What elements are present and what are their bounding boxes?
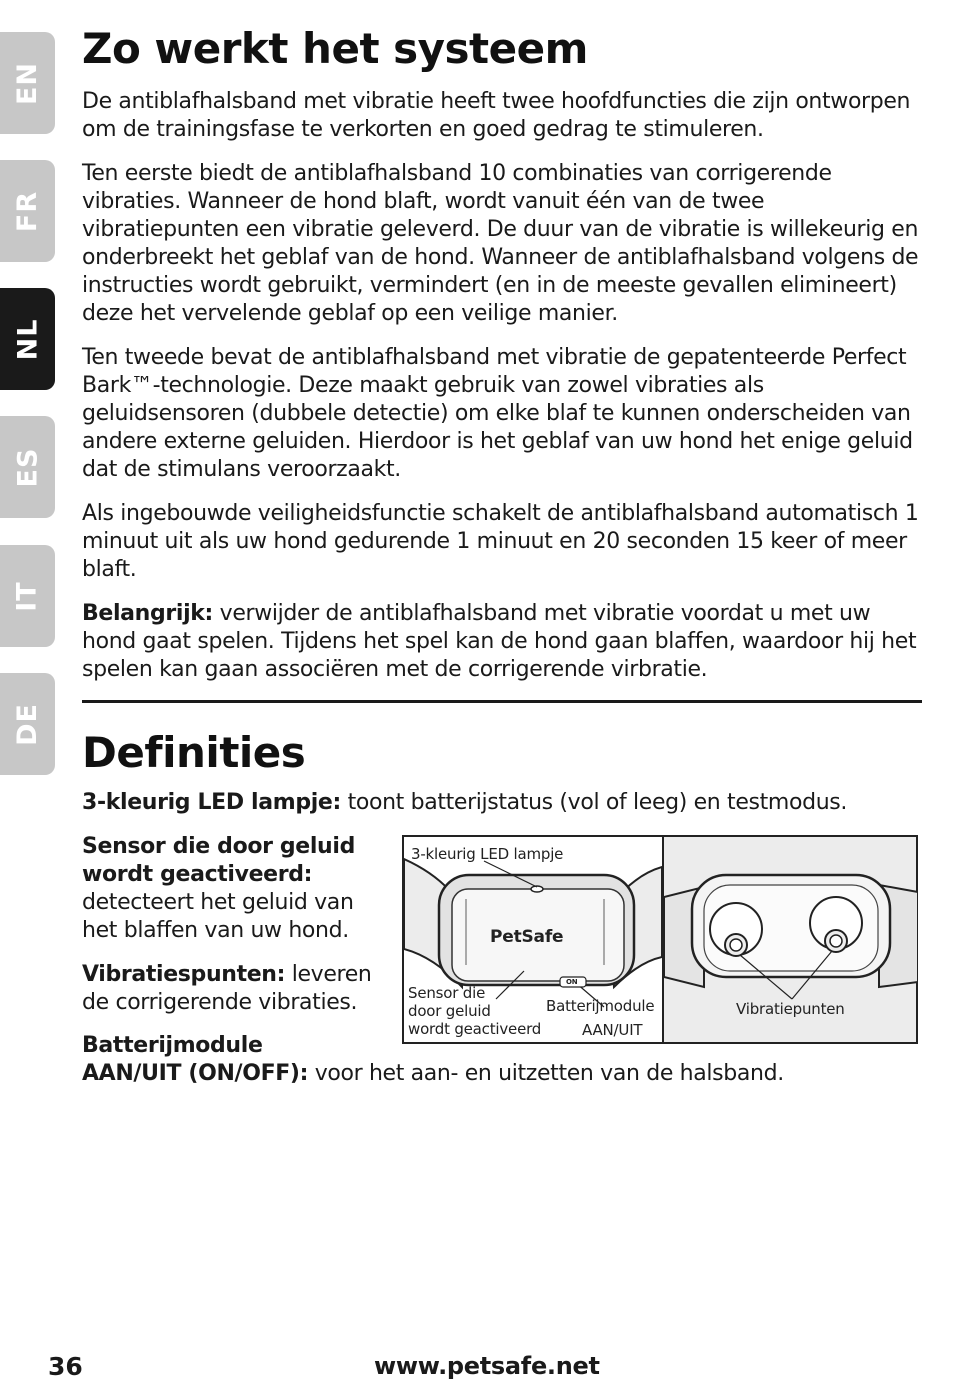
section-title-definitions: Definities — [82, 728, 306, 777]
figure-sensor-caption-1: Sensor die — [408, 984, 486, 1002]
tab-en[interactable] — [0, 32, 55, 134]
tab-label: EN — [11, 61, 43, 105]
intro-paragraph: De antiblafhalsband met vibratie heeft twee hoofdfuncties die zijn ontworpen om de trainingsfase te verkorten en goed gedrag te stimuleren. — [82, 89, 911, 142]
paragraph-important — [82, 600, 924, 684]
tab-label: IT — [12, 580, 43, 612]
footer-url[interactable]: www.petsafe.net — [374, 1352, 600, 1380]
section-divider — [82, 700, 922, 703]
section-title-how-it-works: Zo werkt het systeem — [82, 24, 588, 73]
language-tabs — [0, 0, 56, 1400]
definition-vib-text: leveren de corrigerende vibraties. — [82, 962, 372, 1015]
definition-battery-label-1: Batterijmodule — [82, 1033, 263, 1058]
brand-logo: PetSafe — [490, 927, 564, 947]
tab-it[interactable] — [0, 545, 55, 647]
tab-label: ES — [11, 447, 43, 487]
paragraph-safety: Als ingebouwde veiligheidsfunctie schakelt de antiblafhalsband automatisch 1 minuut uit als uw hond gedurende 1 minuut en 20 seconden 15 keer of meer blaft. — [82, 501, 919, 582]
important-label: Belangrijk: — [82, 601, 213, 626]
definition-sensor-label: Sensor die door geluid wordt geactiveerd: — [82, 834, 355, 887]
page-number: 36 — [48, 1352, 83, 1381]
tab-label: FR — [11, 190, 43, 232]
definition-led-label: 3-kleurig LED lampje: — [82, 790, 341, 815]
definition-battery-label-2: AAN/UIT (ON/OFF): — [82, 1061, 309, 1086]
collar-diagram — [402, 835, 918, 1044]
tab-de[interactable] — [0, 673, 55, 775]
tab-label: DE — [11, 702, 43, 746]
definition-led — [82, 789, 924, 817]
figure-battery-caption-1: Batterijmodule — [546, 997, 655, 1015]
figure-vibration-caption: Vibratiepunten — [736, 1000, 845, 1018]
definition-battery-text: voor het aan- en uitzetten van de halsband. — [308, 1061, 784, 1086]
tab-label: NL — [12, 318, 43, 360]
figure-led-caption: 3-kleurig LED lampje — [411, 845, 564, 863]
definition-led-text: toont batterijstatus (vol of leeg) en testmodus. — [340, 790, 848, 815]
figure-battery-caption-2: AAN/UIT — [582, 1021, 643, 1039]
tab-nl[interactable] — [0, 288, 55, 390]
figure-sensor-caption-2: door geluid — [408, 1002, 491, 1020]
tab-fr[interactable] — [0, 160, 55, 262]
definition-sensor — [82, 833, 392, 945]
figure-sensor-caption-3: wordt geactiveerd — [408, 1020, 542, 1038]
paragraph-perfect-bark: Ten tweede bevat de antiblafhalsband met vibratie de gepatenteerde Perfect Bark™-technologie. Deze maakt gebruik van zowel vibraties als geluidsensoren (dubbele detectie) om elke blaf te kunnen onderscheiden van andere externe geluiden. Hierdoor is het geblaf van uw hond het enige geluid dat de stimulans veroorzaakt. — [82, 345, 913, 482]
definition-sensor-text: detecteert het geluid van het blaffen van uw hond. — [82, 890, 354, 943]
definition-vib-label: Vibratiespunten: — [82, 962, 286, 987]
tab-es[interactable] — [0, 416, 55, 518]
paragraph-vibration-combos: Ten eerste biedt de antiblafhalsband 10 combinaties van corrigerende vibraties. Wanneer de hond blaft, wordt vanuit één van de twee vibratiepunten een vibratie geleverd. De duur van de vibratie is willekeurig en onderbreekt het geblaf van de hond. Wanneer de antiblafhalsband volgens de instructies wordt gebruikt, vermindert (en in de meeste gevallen elimineert) deze het vervelende geblaf op een veilige manier. — [82, 161, 919, 326]
switch-label: ON — [566, 978, 578, 986]
important-text: verwijder de antiblafhalsband met vibratie voordat u met uw hond gaat spelen. Tijdens het spel kan de hond gaan blaffen, waardoor hij het spelen kan gaan associëren met de corrigerende virbratie. — [82, 601, 917, 682]
definition-vibration-points — [82, 961, 392, 1017]
